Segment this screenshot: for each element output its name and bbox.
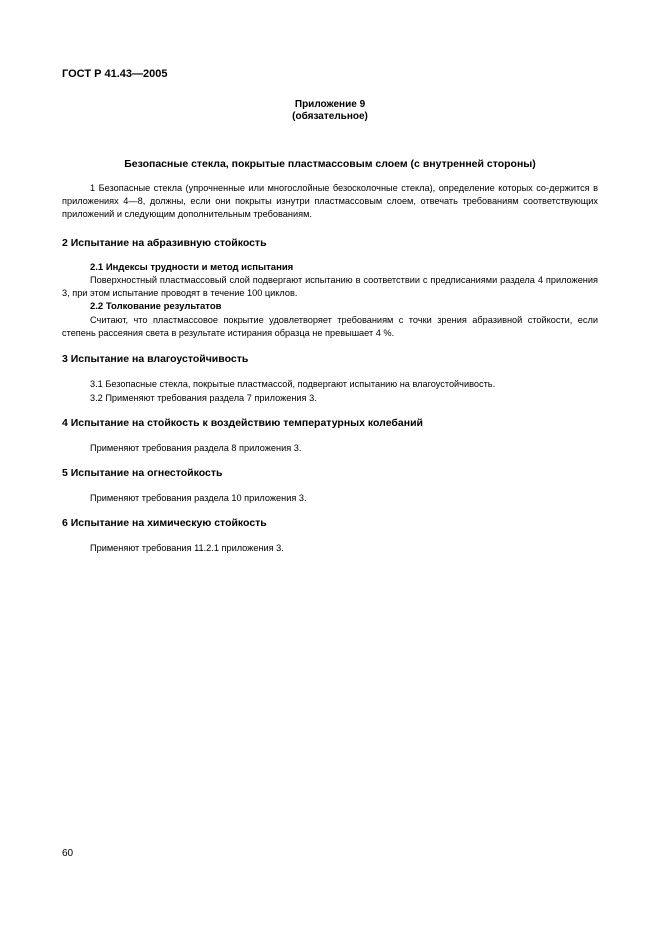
section-2-2-heading: 2.2 Толкование результатов	[90, 301, 222, 312]
section-2-2-body	[62, 314, 598, 340]
section-2-heading: 2 Испытание на абразивную стойкость	[62, 237, 267, 249]
intro-paragraph	[62, 182, 598, 220]
page-number: 60	[62, 848, 74, 859]
document-title: Безопасные стекла, покрытые пластмассовым слоем (с внутренней стороны)	[124, 158, 536, 170]
section-4-text: Применяют требования раздела 8 приложения 3.	[90, 443, 302, 453]
section-3-item-1: 3.1 Безопасные стекла, покрытые пластмассой, подвергают испытанию на влагоустойчивость.	[90, 379, 496, 389]
annex-status: (обязательное)	[292, 111, 368, 122]
section-2-2-text: Считают, что пластмассовое покрытие удовлетворяет требованиям с точки зрения абразивной стойкости, если степень рассеяния света в результате истирания образца не превышает 4 %.	[62, 315, 598, 338]
section-2-1-heading: 2.1 Индексы трудности и метод испытания	[90, 262, 294, 273]
section-3-heading: 3 Испытание на влагоустойчивость	[62, 353, 249, 365]
section-5-heading: 5 Испытание на огнестойкость	[62, 467, 223, 479]
section-3-item-2: 3.2 Применяют требования раздела 7 приложения 3.	[90, 393, 317, 403]
section-5-text: Применяют требования раздела 10 приложения 3.	[90, 493, 307, 503]
section-4-heading: 4 Испытание на стойкость к воздействию температурных колебаний	[62, 417, 423, 429]
document-standard-id: ГОСТ Р 41.43—2005	[62, 68, 168, 80]
annex-title: Приложение 9	[294, 99, 366, 110]
section-2-1-body	[62, 274, 598, 300]
section-6-text: Применяют требования 11.2.1 приложения 3.	[90, 543, 284, 553]
section-2-1-text: Поверхностный пластмассовый слой подвергают испытанию в соответствии с предписаниями раздела 4 приложения 3, при этом испытание проводят в течение 100 циклов.	[62, 275, 598, 298]
intro-text: 1 Безопасные стекла (упрочненные или многослойные безосколочные стекла), определение которых со-держится в приложениях 4—8, должны, если они покрыты изнутри пластмассовым слоем, отвечать требованиям соответствующих приложений и следующим дополнительным требованиям.	[62, 183, 598, 219]
section-6-heading: 6 Испытание на химическую стойкость	[62, 517, 267, 529]
